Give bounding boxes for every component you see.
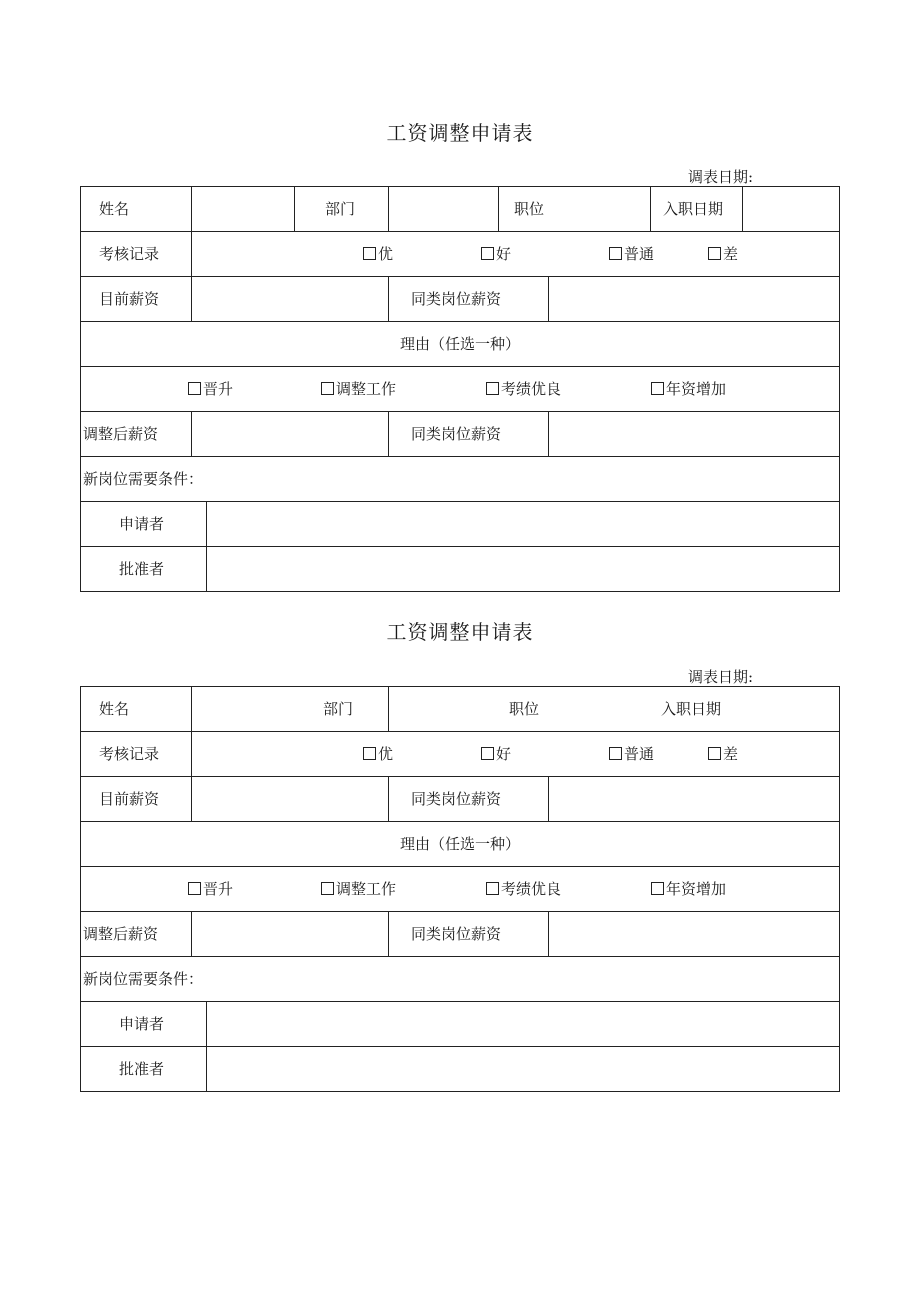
applicant-field[interactable] — [207, 502, 839, 546]
review-option-excellent[interactable]: 优 — [363, 232, 393, 276]
checkbox-icon — [481, 247, 494, 260]
basic-info-row — [81, 687, 839, 732]
approver-field[interactable] — [207, 1047, 839, 1091]
position-label: 职位 — [514, 200, 545, 218]
requirements-label: 新岗位需要条件： — [83, 970, 204, 988]
salary-adjustment-form — [80, 186, 840, 592]
applicant-row — [81, 1002, 839, 1047]
checkbox-icon — [651, 382, 664, 395]
peer-salary-field[interactable] — [549, 912, 839, 956]
checkbox-icon — [486, 382, 499, 395]
checkbox-icon — [321, 882, 334, 895]
position-label: 职位 — [509, 700, 540, 718]
reason-option-seniority[interactable]: 年资增加 — [651, 367, 726, 411]
name-label: 姓名 — [99, 200, 130, 218]
checkbox-icon — [321, 382, 334, 395]
hire-date-field[interactable] — [741, 687, 839, 731]
adjusted-salary-row — [81, 912, 839, 957]
checkbox-icon — [363, 247, 376, 260]
name-field[interactable] — [192, 687, 312, 731]
checkbox-icon — [651, 882, 664, 895]
reason-option-promotion[interactable]: 晋升 — [188, 867, 233, 911]
review-option-excellent[interactable]: 优 — [363, 732, 393, 776]
approver-label: 批准者 — [119, 560, 165, 578]
salary-adjustment-form — [80, 686, 840, 1092]
adjusted-salary-label: 调整后薪资 — [83, 425, 159, 443]
reason-option-job-change[interactable]: 调整工作 — [321, 867, 396, 911]
applicant-label: 申请者 — [119, 515, 165, 533]
checkbox-icon — [188, 382, 201, 395]
hire-date-label: 入职日期 — [661, 700, 722, 718]
name-field[interactable] — [192, 187, 294, 231]
requirements-label: 新岗位需要条件： — [83, 470, 204, 488]
peer-salary-label: 同类岗位薪资 — [411, 425, 502, 443]
approver-row — [81, 547, 839, 591]
applicant-field[interactable] — [207, 1002, 839, 1046]
review-option-poor[interactable]: 差 — [708, 732, 738, 776]
peer-salary-label: 同类岗位薪资 — [411, 290, 502, 308]
dept-field[interactable] — [389, 187, 498, 231]
adjusted-salary-label: 调整后薪资 — [83, 925, 159, 943]
review-option-average[interactable]: 普通 — [609, 732, 654, 776]
adjusted-salary-row — [81, 412, 839, 457]
review-row — [81, 732, 839, 777]
current-salary-row — [81, 277, 839, 322]
reason-label: 理由（任选一种） — [399, 835, 520, 853]
reason-option-performance[interactable]: 考绩优良 — [486, 367, 561, 411]
dept-label: 部门 — [323, 700, 354, 718]
reason-option-performance[interactable]: 考绩优良 — [486, 867, 561, 911]
reason-label: 理由（任选一种） — [399, 335, 520, 353]
review-row — [81, 232, 839, 277]
reason-options-row — [81, 367, 839, 412]
current-salary-field[interactable] — [192, 277, 388, 321]
reason-options-row — [81, 867, 839, 912]
review-option-good[interactable]: 好 — [481, 732, 511, 776]
dept-label: 部门 — [325, 200, 356, 218]
peer-salary-field[interactable] — [549, 277, 839, 321]
form-title: 工资调整申请表 — [386, 620, 534, 644]
hire-date-label: 入职日期 — [663, 200, 724, 218]
adjusted-salary-field[interactable] — [192, 412, 388, 456]
name-label: 姓名 — [99, 700, 130, 718]
date-label: 调表日期: — [688, 168, 754, 186]
current-salary-field[interactable] — [192, 777, 388, 821]
peer-salary-label: 同类岗位薪资 — [411, 790, 502, 808]
adjusted-salary-field[interactable] — [192, 912, 388, 956]
hire-date-field[interactable] — [743, 187, 839, 231]
basic-info-row — [81, 187, 839, 232]
review-label: 考核记录 — [99, 745, 160, 763]
peer-salary-label: 同类岗位薪资 — [411, 925, 502, 943]
applicant-label: 申请者 — [119, 1015, 165, 1033]
current-salary-label: 目前薪资 — [99, 290, 160, 308]
position-field[interactable] — [551, 187, 650, 231]
reason-option-job-change[interactable]: 调整工作 — [321, 367, 396, 411]
checkbox-icon — [486, 882, 499, 895]
dept-field[interactable] — [389, 687, 499, 731]
date-label: 调表日期: — [688, 668, 754, 686]
checkbox-icon — [481, 747, 494, 760]
reason-option-seniority[interactable]: 年资增加 — [651, 867, 726, 911]
checkbox-icon — [609, 747, 622, 760]
checkbox-icon — [708, 247, 721, 260]
approver-row — [81, 1047, 839, 1091]
checkbox-icon — [708, 747, 721, 760]
current-salary-label: 目前薪资 — [99, 790, 160, 808]
review-label: 考核记录 — [99, 245, 160, 263]
peer-salary-field[interactable] — [549, 777, 839, 821]
reason-header-row — [81, 322, 839, 367]
form-title: 工资调整申请表 — [386, 121, 534, 145]
peer-salary-field[interactable] — [549, 412, 839, 456]
reason-header-row — [81, 822, 839, 867]
review-option-poor[interactable]: 差 — [708, 232, 738, 276]
checkbox-icon — [609, 247, 622, 260]
approver-field[interactable] — [207, 547, 839, 591]
reason-option-promotion[interactable]: 晋升 — [188, 367, 233, 411]
current-salary-row — [81, 777, 839, 822]
review-option-good[interactable]: 好 — [481, 232, 511, 276]
review-option-average[interactable]: 普通 — [609, 232, 654, 276]
requirements-row — [81, 957, 839, 1002]
checkbox-icon — [363, 747, 376, 760]
requirements-row — [81, 457, 839, 502]
position-field[interactable] — [551, 687, 651, 731]
approver-label: 批准者 — [119, 1060, 165, 1078]
checkbox-icon — [188, 882, 201, 895]
applicant-row — [81, 502, 839, 547]
